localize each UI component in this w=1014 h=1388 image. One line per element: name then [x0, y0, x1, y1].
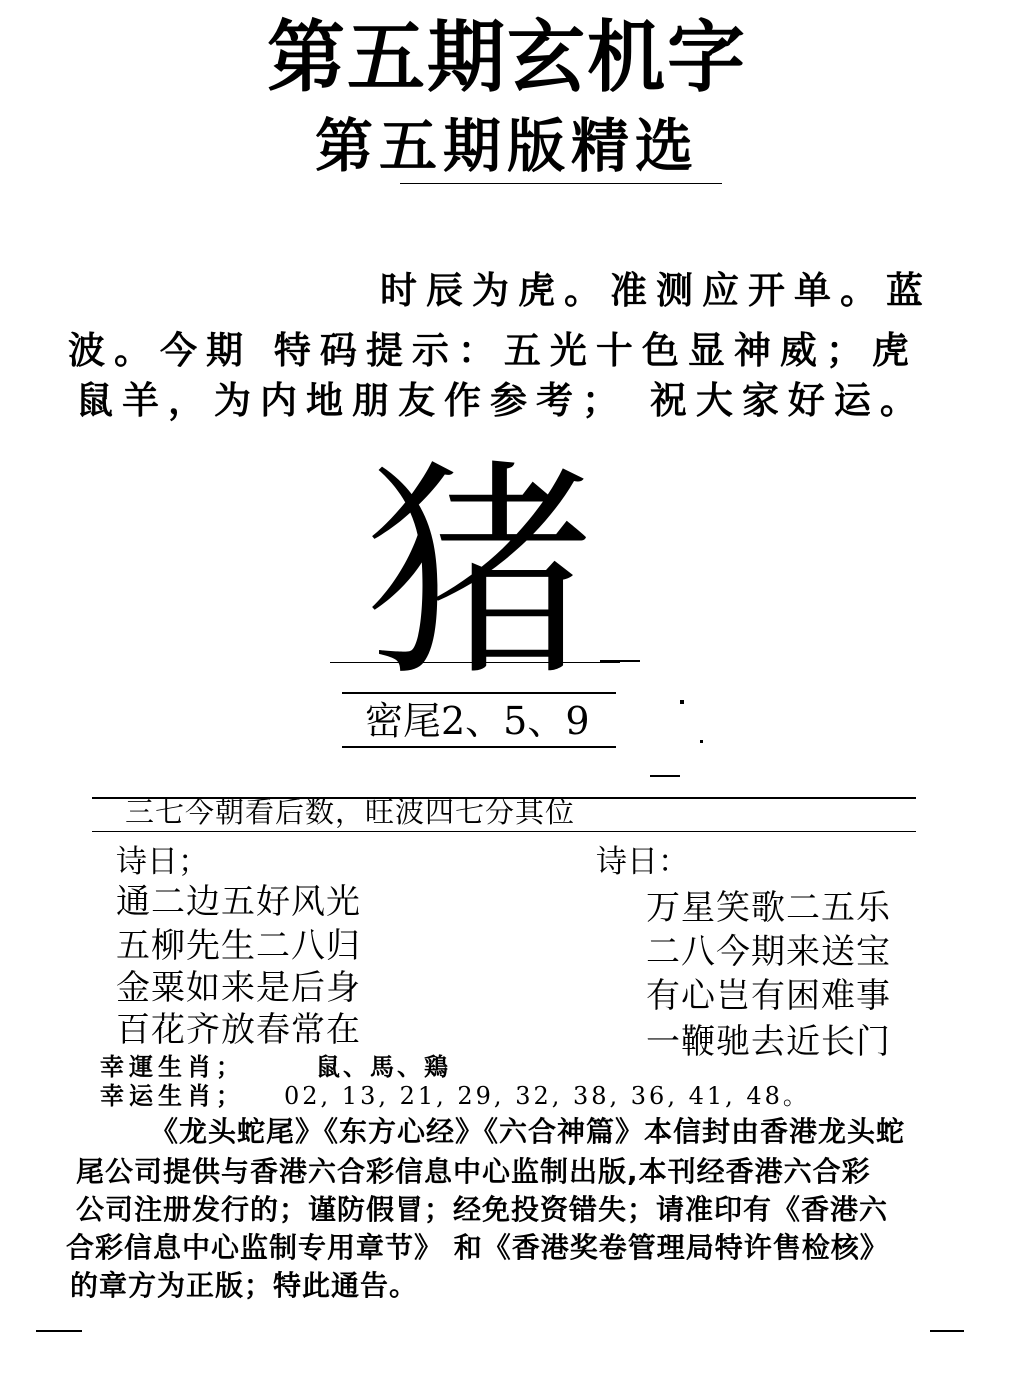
- featured-character: 猪: [364, 441, 595, 708]
- page-title: 第五期玄机字: [266, 13, 747, 103]
- lucky-numbers-label: 幸运生肖；: [100, 1082, 245, 1110]
- print-speck: [600, 660, 640, 662]
- poem-left-line: 五柳先生二八归: [116, 926, 361, 966]
- character-underline: [330, 662, 620, 663]
- print-speck: [700, 740, 703, 743]
- intro-line-3: 鼠羊，为内地朋友作参考； 祝大家好运。: [76, 378, 926, 422]
- page-subtitle: 第五期版精选: [314, 112, 699, 180]
- poem-right-line: 有心岂有困难事: [646, 976, 891, 1016]
- poem-left-line: 金粟如来是后身: [116, 968, 361, 1008]
- verse-line: 三七今朝看后数，旺波四七分其位: [125, 795, 576, 829]
- secret-tail-text: 密尾2、5、9: [365, 699, 590, 743]
- header-divider: [400, 183, 722, 184]
- poem-right-line: 二八今期来送宝: [646, 932, 891, 972]
- lucky-numbers-values: 02, 13, 21, 29, 32, 38, 36, 41, 48。: [284, 1082, 810, 1110]
- intro-line-1: 时辰为虎。准测应开单。蓝: [380, 268, 932, 312]
- verse-bottom-rule: [92, 831, 916, 832]
- print-dash: [36, 1330, 82, 1332]
- notice-line-2: 尾公司提供与香港六合彩信息中心监制出版,本刊经香港六合彩: [76, 1155, 871, 1188]
- print-dash: [930, 1330, 964, 1332]
- poem-right-heading: 诗日：: [596, 844, 689, 880]
- poem-left-line: 百花齐放春常在: [116, 1010, 361, 1050]
- notice-line-4: 合彩信息中心监制专用章节》 和《香港奖卷管理局特许售检核》: [66, 1231, 889, 1264]
- notice-line-5: 的章方为正版；特此通告。: [70, 1269, 419, 1302]
- poem-left-heading: 诗日；: [116, 844, 209, 880]
- lucky-zodiac-values: 鼠、馬、鶏: [316, 1053, 451, 1081]
- print-speck: [650, 775, 680, 777]
- print-speck: [680, 700, 684, 704]
- poem-right-line: 万星笑歌二五乐: [646, 888, 891, 928]
- notice-line-1: 《龙头蛇尾》《东方心经》《六合神篇》本信封由香港龙头蛇: [150, 1115, 906, 1148]
- lucky-zodiac-label: 幸運生肖；: [100, 1053, 245, 1081]
- intro-line-2: 波。今期 特码提示：五光十色显神威；虎: [68, 328, 918, 372]
- notice-line-3: 公司注册发行的；谨防假冒；经免投资错失；请准印有《香港六: [76, 1193, 889, 1226]
- poem-left-line: 通二边五好风光: [116, 882, 361, 922]
- poem-right-line: 一鞭驰去近长门: [646, 1022, 891, 1062]
